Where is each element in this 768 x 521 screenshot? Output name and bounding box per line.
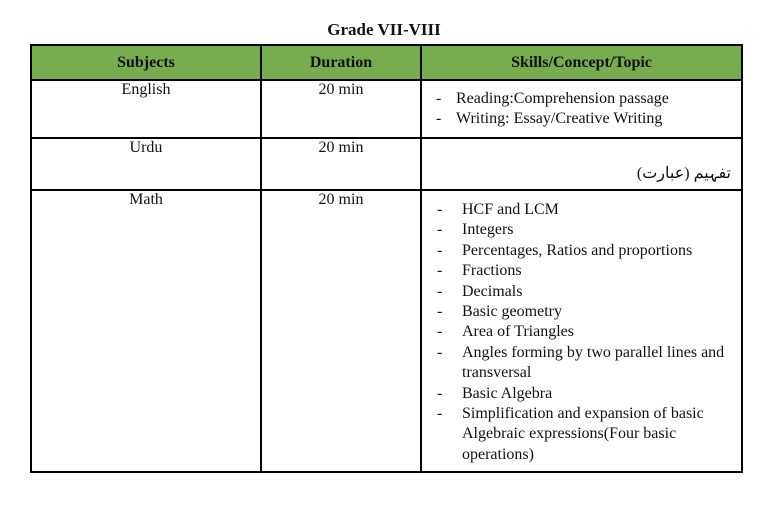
- topics-cell: [421, 138, 742, 190]
- topic-item: - Simplification and expansion of basic Algebraic expressions(Four basic operations): [422, 404, 735, 465]
- topic-list: [422, 81, 741, 136]
- topic-item: - HCF and LCM: [422, 200, 735, 220]
- page-title: Grade VII-VIII: [327, 20, 441, 39]
- header-skills: Skills/Concept/Topic: [421, 45, 742, 80]
- topic-item: - Integers: [422, 220, 735, 240]
- topic-list: [422, 191, 741, 471]
- header-subjects: Subjects: [31, 45, 261, 80]
- topic-item: - Writing: Essay/Creative Writing: [422, 109, 735, 129]
- header-duration: Duration: [261, 45, 421, 80]
- table-row-english: [31, 80, 742, 138]
- duration-cell: 20 min: [261, 138, 421, 190]
- subject-cell: English: [31, 80, 261, 138]
- subjects-table: [30, 44, 743, 473]
- urdu-topic-text: تفہیم (عبارت): [636, 165, 731, 182]
- topic-item: - Area of Triangles: [422, 322, 735, 342]
- table-row-urdu: [31, 138, 742, 190]
- topic-item: - Basic geometry: [422, 302, 735, 322]
- duration-cell: 20 min: [261, 80, 421, 138]
- subject-cell: Math: [31, 190, 261, 472]
- topic-item: - Fractions: [422, 261, 735, 281]
- table-header-row: [31, 45, 742, 80]
- topic-item: - Percentages, Ratios and proportions: [422, 241, 735, 261]
- subject-cell: Urdu: [31, 138, 261, 190]
- topics-cell: [421, 190, 742, 472]
- table-row-math: [31, 190, 742, 472]
- topic-item: - Angles forming by two parallel lines and transversal: [422, 343, 735, 384]
- topic-item: - Reading:Comprehension passage: [422, 89, 735, 109]
- topic-item: - Decimals: [422, 282, 735, 302]
- duration-cell: 20 min: [261, 190, 421, 472]
- topic-item: - Basic Algebra: [422, 384, 735, 404]
- topics-cell: [421, 80, 742, 138]
